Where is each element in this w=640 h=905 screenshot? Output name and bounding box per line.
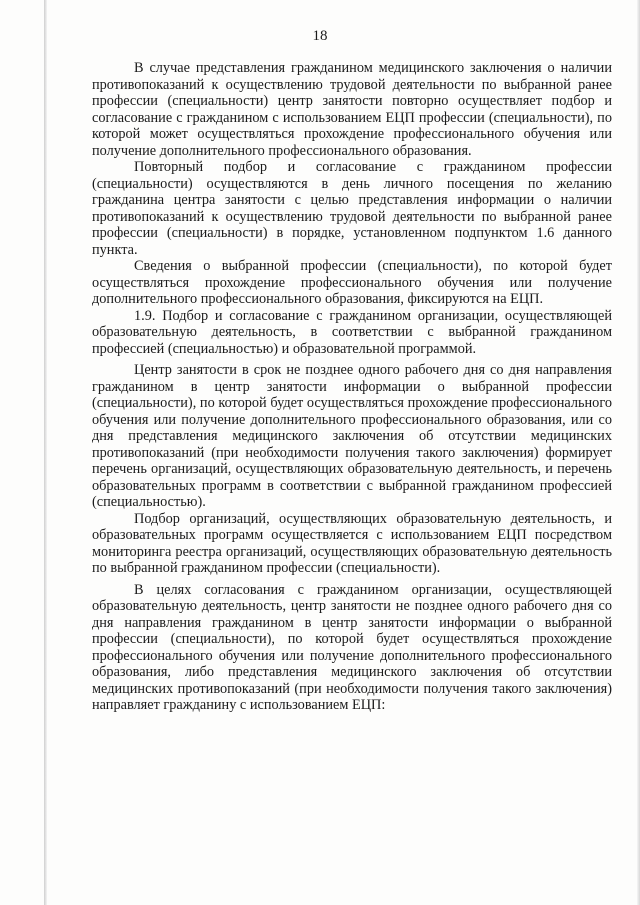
- document-body: [92, 60, 612, 714]
- page-number: 18: [312, 28, 328, 44]
- page-left-edge: [44, 0, 47, 905]
- paragraph-repeat-selection: Повторный подбор и согласование с гражданином профессии (специальности) осуществляются в день личного посещения по желанию гражданина центра занятости с целью представления информации о наличии противопоказаний к осуществлению трудовой деятельности по выбранной ранее профессии (специальности) в порядке, установленном подпунктом 1.6 данного пункта.: [92, 159, 612, 258]
- paragraph-employment-center-deadline: Центр занятости в срок не позднее одного рабочего дня со дня направления гражданином в центр занятости информации о выбранной профессии (специальности), по которой будет осуществляться прохождение профессионального обучения или получение дополнительного профессионального образования, или со дня представления медицинского заключения об отсутствии медицинских противопоказаний (при необходимости получения такого заключения) формирует перечень организаций, осуществляющих образовательную деятельность, и перечень образовательных программ в соответствии с выбранной гражданином профессией (специальностью).: [92, 362, 612, 510]
- paragraph-selection-monitoring: Подбор организаций, осуществляющих образовательную деятельность, и образовательных программ осуществляется с использованием ЕЦП посредством мониторинга реестра организаций, осуществляющих образовательную деятельность по выбранной гражданином профессии (специальности).: [92, 510, 612, 576]
- paragraph-section-1-9: 1.9. Подбор и согласование с гражданином организации, осуществляющей образовательную деятельность, в соответствии с выбранной гражданином профессией (специальностью) и образовательной программой.: [92, 307, 612, 357]
- paragraph-medical-conclusion: В случае представления гражданином медицинского заключения о наличии противопоказаний к осуществлению трудовой деятельности по выбранной ранее профессии (специальности) центр занятости повторно осуществляет подбор и согласование с гражданином с использованием ЕЦП профессии (специальности), по которой может осуществляться прохождение профессионального обучения или получение дополнительного профессионального образования.: [92, 60, 612, 159]
- paragraph-profession-info: Сведения о выбранной профессии (специальности), по которой будет осуществляться прохождение профессионального обучения или получение дополнительного профессионального образования, фиксируются на ЕЦП.: [92, 258, 612, 307]
- paragraph-agreement-purpose: В целях согласования с гражданином организации, осуществляющей образовательную деятельность, центр занятости не позднее одного рабочего дня со дня направления гражданином в центр занятости информации о выбранной профессии (специальности), по которой будет осуществляться прохождение профессионального обучения или получение дополнительного профессионального образования, либо представления медицинского заключения об отсутствии медицинских противопоказаний (при необходимости получения такого заключения) направляет гражданину с использованием ЕЦП:: [92, 581, 612, 713]
